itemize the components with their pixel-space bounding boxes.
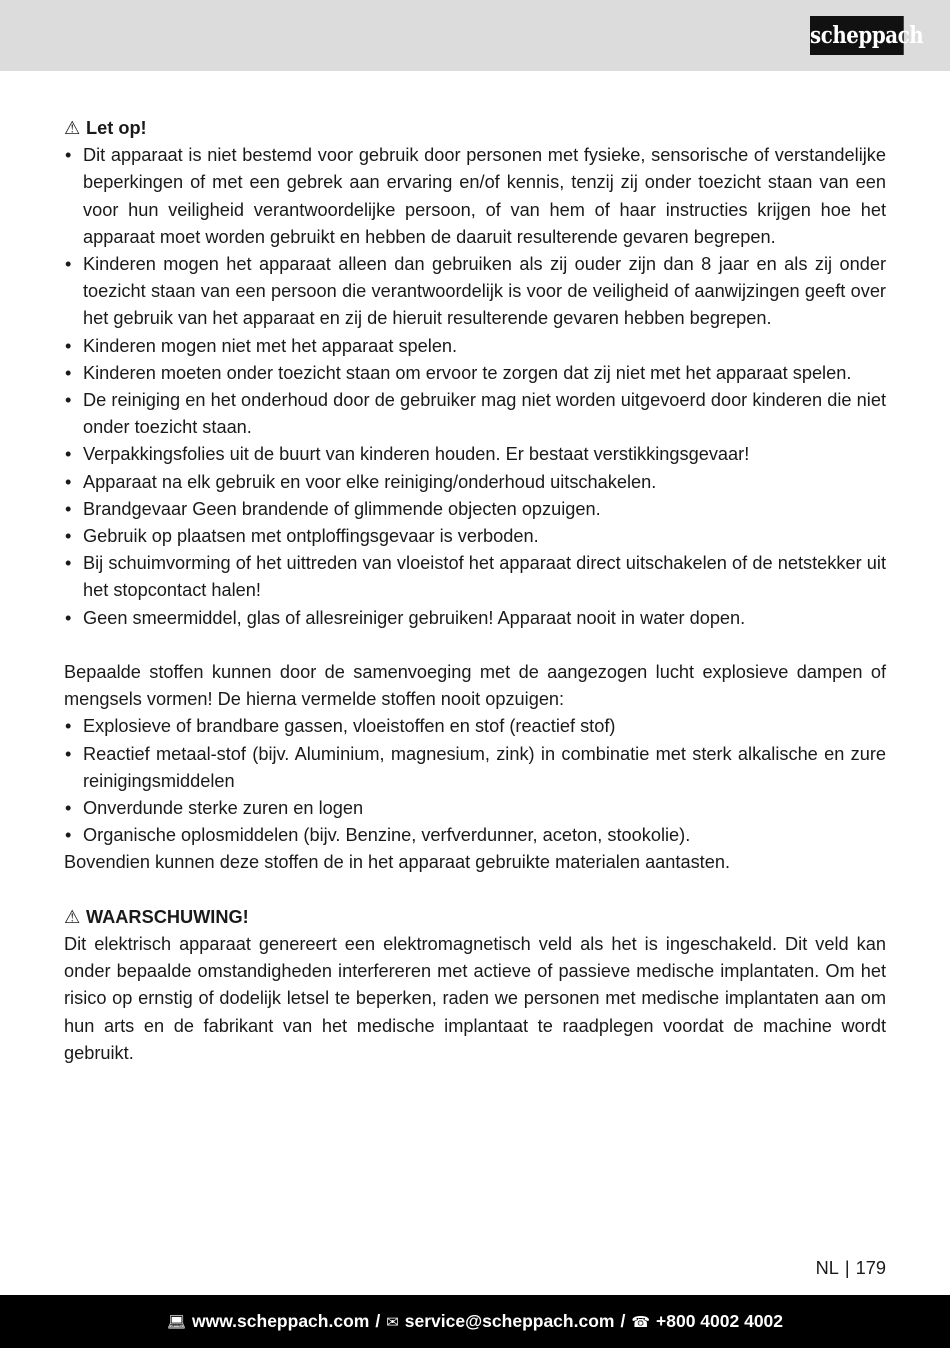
list-item: • Verpakkingsfolies uit de buurt van kinderen houden. Er bestaat verstikkingsgevaar! bbox=[64, 441, 886, 468]
caution-heading bbox=[64, 115, 886, 142]
warning-triangle-icon: ⚠ bbox=[64, 118, 81, 138]
warning-triangle-icon: ⚠ bbox=[64, 906, 81, 927]
caution-heading-text: Let op! bbox=[86, 118, 147, 138]
substances-intro: Bepaalde stoffen kunnen door de samenvoeging met de aangezogen lucht explosieve dampen of mengsels vormen! De hierna vermelde stoffen nooit opzuigen: bbox=[64, 662, 886, 710]
substances-outro: Bovendien kunnen deze stoffen de in het apparaat gebruikte materialen aantasten. bbox=[64, 852, 731, 873]
phone-icon: ☎︎ bbox=[631, 1312, 651, 1331]
list-item: • Onverdunde sterke zuren en logen bbox=[64, 795, 886, 822]
email-icon: ✉︎ bbox=[386, 1312, 399, 1331]
spacer bbox=[64, 632, 886, 659]
email-link[interactable]: service@scheppach.com bbox=[404, 1311, 615, 1331]
list-item: • Organische oplosmiddelen (bijv. Benzine, verfverdunner, aceton, stookolie). bbox=[64, 822, 886, 849]
list-item: • Apparaat na elk gebruik en voor elke reiniging/onderhoud uitschakelen. bbox=[64, 469, 886, 496]
list-item: • Geen smeermiddel, glas of allesreiniger gebruiken! Apparaat nooit in water dopen. bbox=[64, 605, 886, 632]
warning-text: Dit elektrisch apparaat genereert een elektromagnetisch veld als het is ingeschakeld. Dit veld kan onder bepaalde omstandigheden interfereren met actieve of passieve medische implantaten. Om het risico op ernstig of dodelijk letsel te beperken, raden we personen met medische implantaten aan om hun arts en de fabrikant van het medische implantaat te raadplegen voordat de machine wordt gebruikt. bbox=[64, 934, 886, 1063]
spacer bbox=[64, 877, 886, 904]
page-number bbox=[816, 1255, 886, 1282]
caution-list bbox=[64, 142, 886, 632]
footer-bar bbox=[0, 1295, 950, 1348]
footer-separator: / bbox=[620, 1311, 626, 1331]
header-bar bbox=[0, 0, 950, 71]
list-item: • De reiniging en het onderhoud door de gebruiker mag niet worden uitgevoerd door kinderen die niet onder toezicht staan. bbox=[64, 387, 886, 441]
list-item: • Gebruik op plaatsen met ontploffingsgevaar is verboden. bbox=[64, 523, 886, 550]
list-item: • Explosieve of brandbare gassen, vloeistoffen en stof (reactief stof) bbox=[64, 713, 886, 740]
page-content bbox=[64, 115, 886, 1067]
list-item: • Kinderen mogen het apparaat alleen dan gebruiken als zij ouder zijn dan 8 jaar en als zij onder toezicht staan van een persoon die verantwoordelijk is voor de veiligheid of aanwijzingen geeft over het gebruik van het apparaat en zij de hieruit resulterende gevaren hebben begrepen. bbox=[64, 251, 886, 333]
substances-list bbox=[64, 713, 886, 849]
footer-separator: / bbox=[375, 1311, 381, 1331]
phone-number[interactable]: +800 4002 4002 bbox=[656, 1311, 784, 1331]
warning-heading-text: WAARSCHUWING! bbox=[86, 906, 249, 927]
page-separator: | bbox=[844, 1258, 850, 1278]
list-item: • Kinderen moeten onder toezicht staan om ervoor te zorgen dat zij niet met het apparaat spelen. bbox=[64, 360, 886, 387]
language-code: NL bbox=[815, 1258, 839, 1278]
page-number-value: 179 bbox=[855, 1258, 886, 1278]
website-link[interactable]: www.scheppach.com bbox=[192, 1311, 370, 1331]
warning-heading bbox=[64, 904, 886, 931]
list-item: • Kinderen mogen niet met het apparaat spelen. bbox=[64, 333, 886, 360]
list-item: • Bij schuimvorming of het uittreden van vloeistof het apparaat direct uitschakelen of de netstekker uit het stopcontact halen! bbox=[64, 550, 886, 604]
list-item: • Brandgevaar Geen brandende of glimmende objecten opzuigen. bbox=[64, 496, 886, 523]
scheppach-logo: scheppach bbox=[810, 16, 904, 55]
list-item: • Reactief metaal-stof (bijv. Aluminium, magnesium, zink) in combinatie met sterk alkalische en zure reinigingsmiddelen bbox=[64, 741, 886, 795]
list-item: • Dit apparaat is niet bestemd voor gebruik door personen met fysieke, sensorische of verstandelijke beperkingen of met een gebrek aan ervaring en/of kennis, tenzij zij onder toezicht staan van een voor hun veiligheid verantwoordelijke persoon, of van hem of haar instructies krijgen hoe het apparaat moet worden gebruikt en hebben de daaruit resulterende gevaren begrepen. bbox=[64, 142, 886, 251]
computer-icon: 💻︎ bbox=[166, 1312, 186, 1331]
